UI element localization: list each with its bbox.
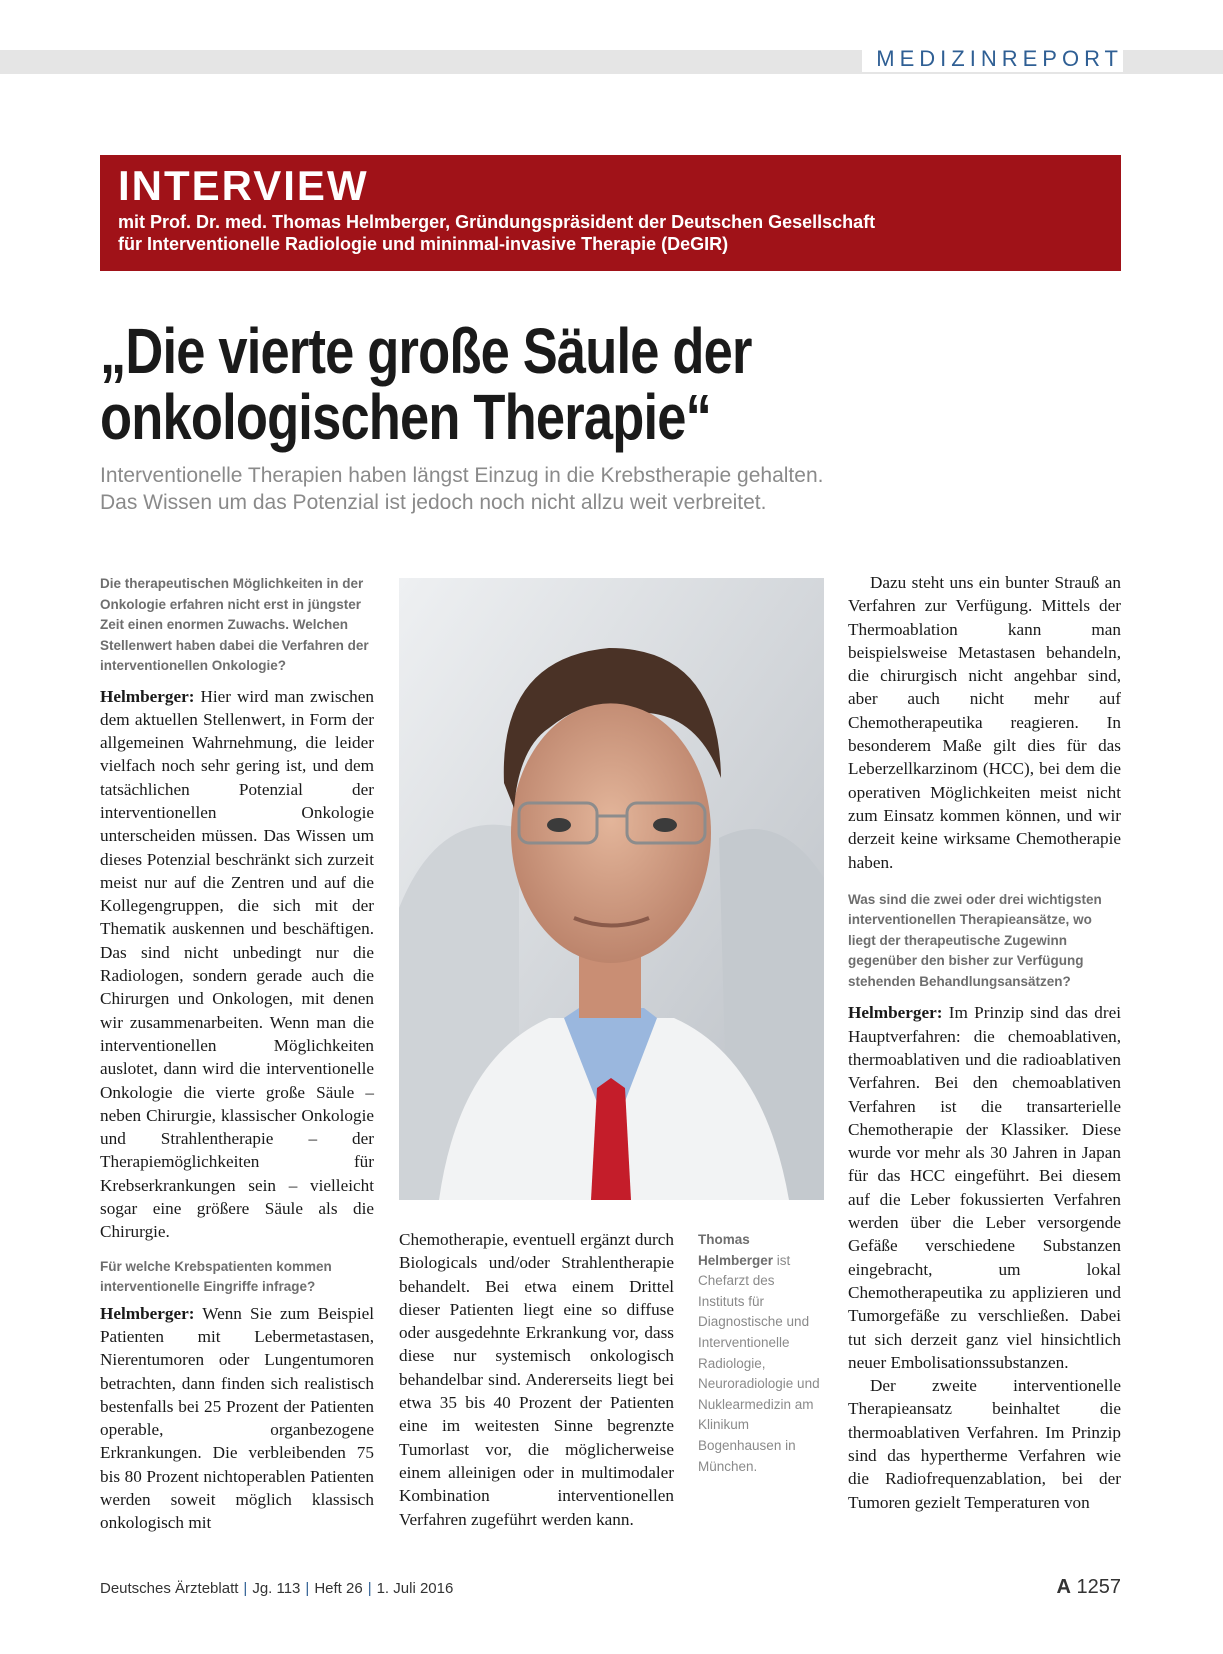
column-1 xyxy=(100,574,374,1535)
photo-caption xyxy=(698,1230,824,1477)
speaker-name: Helmberger: xyxy=(100,686,195,706)
answer-1 xyxy=(100,685,374,1244)
page-number xyxy=(1056,1576,1121,1599)
volume: Jg. 113 xyxy=(252,1580,301,1597)
headline-line-1: „Die vierte große Säule der xyxy=(100,315,752,387)
answer-3 xyxy=(848,1001,1121,1374)
paragraph-3-2: Der zweite interventionelle Therapieansatz beinhaltet die thermoablativen Verfahren. Im Prinzip sind das hypertherme Verfahren wie die Radiofrequenzablation, bei der Tumoren gezielt Temperaturen von xyxy=(848,1376,1121,1512)
headline-line-2: onkologischen Therapie“ xyxy=(100,381,712,453)
column-2-text: Chemotherapie, eventuell ergänzt durch Biologicals und/oder Strahlentherapie behandelt. Bei etwa einem Drittel dieser Patienten liegt eine so diffuse oder ausgedehnte Erkrankung vor, dass diese nur systemisch onkologisch behandelbar sind. Andererseits liegt bei etwa 35 bis 40 Prozent der Patienten eine im weitesten Sinne begrenzte Tumorlast vor, die möglicherweise einem alleinigen oder in multimodaler Kombination interventionellen Verfahren zugeführt werden kann. xyxy=(399,1230,674,1529)
issue: Heft 26 xyxy=(314,1580,363,1597)
lead-line-2: Das Wissen um das Potenzial ist jedoch noch nicht allzu weit verbreitet. xyxy=(100,491,767,514)
column-2 xyxy=(399,1228,674,1531)
issue-date: 1. Juli 2016 xyxy=(376,1580,454,1597)
interview-subtitle-line-1: mit Prof. Dr. med. Thomas Helmberger, Gründungspräsident der Deutschen Gesellschaft xyxy=(118,212,876,232)
paragraph-3-1: Dazu steht uns ein bunter Strauß an Verfahren zur Verfügung. Mittels der Thermoablation kann man beispielsweise Metastasen behandeln, die chirurgisch nicht angehbar sind, aber auch nicht mehr auf Chemotherapeutika reagieren. In besonderem Maße gilt dies für das Leberzellkarzinom (HCC), bei dem die operativen Möglichkeiten meist nicht zum Einsatz kommen können, und wir derzeit keine wirksame Chemotherapie haben. xyxy=(848,573,1121,872)
lead-line-1: Interventionelle Therapien haben längst Einzug in die Krebstherapie gehalten. xyxy=(100,464,824,487)
caption-text: ist Chefarzt des Instituts für Diagnostische und Interventionelle Radiologie, Neuroradiologie und Nuklearmedizin am Klinikum Bogenhausen in München. xyxy=(698,1252,820,1474)
answer-3-text: Im Prinzip sind das drei Hauptverfahren: die chemoablativen, thermoablativen und die radioablativen Verfahren. Bei den chemoablativen Verfahren ist die transarterielle Chemotherapie der Klassiker. Diese wurde vor mehr als 30 Jahren in Japan für das HCC eingeführt. Bei diesem auf die Leber fokussierten Verfahren werden über die Leber versorgende Gefäße verschiedene Substanzen eingebracht, um lokal Chemotherapeutika zu applizieren und Tumorgefäße zu verschließen. Dabei tut sich derzeit ganz viel hinsichtlich neuer Embolisationssubstanzen. xyxy=(848,1003,1121,1372)
column-3 xyxy=(848,571,1121,1514)
footer-separator: | xyxy=(243,1580,248,1597)
page-number-value: 1257 xyxy=(1076,1576,1121,1598)
headline xyxy=(100,315,920,453)
footer xyxy=(100,1576,1121,1604)
question-3: Was sind die zwei oder drei wichtigsten interventionellen Therapieansätze, wo liegt der therapeutische Zugewinn gegenüber den bisher zur Verfügung stehenden Behandlungsansätzen? xyxy=(848,891,1102,989)
portrait-photo xyxy=(399,578,824,1200)
journal-name: Deutsches Ärzteblatt xyxy=(100,1580,239,1597)
answer-2-text: Wenn Sie zum Beispiel Patienten mit Lebermetastasen, Nierentumoren oder Lungentumoren betrachten, dann finden sich realistisch bestenfalls bei 25 Prozent der Patienten operable, organbezogene Erkrankungen. Die verbleibenden 75 bis 80 Prozent nichtoperablen Patienten werden soweit möglich klassisch onkologisch mit xyxy=(100,1303,374,1533)
footer-separator: | xyxy=(305,1580,310,1597)
portrait-illustration xyxy=(399,578,824,1200)
page-prefix: A xyxy=(1056,1576,1071,1598)
footer-separator: | xyxy=(367,1580,372,1597)
interview-title: INTERVIEW xyxy=(118,162,369,209)
caption-name: Thomas Helmberger xyxy=(698,1232,774,1268)
lead xyxy=(100,462,1100,516)
interview-subtitle-line-2: für Interventionelle Radiologie und mininmal-invasive Therapie (DeGIR) xyxy=(118,234,729,254)
section-label: MEDIZINREPORT xyxy=(862,46,1123,72)
answer-1-text: Hier wird man zwischen dem aktuellen Stellenwert, in Form der allgemeinen Wahrnehmung, die leider vielfach noch sehr gering ist, und dem tatsächlichen Potenzial der interventionellen Onkologie unterscheiden müssen. Das Wissen um dieses Potenzial beschränkt sich zurzeit meist nur auf die Zentren und auf die Kollegengruppen, die sich mit der Thematik auskennen und beschäftigen. Das sind nicht unbedingt nur die Radiologen, sondern gerade auch die Chirurgen und Onkologen, mit denen wir zusammenarbeiten. Wenn man die interventionellen Möglichkeiten auslotet, dann wird die interventionelle Onkologie die vierte große Säule – neben Chirurgie, klassischer Onkologie und Strahlentherapie – der Therapiemöglichkeiten für Krebserkrankungen sein – vielleicht sogar eine größere Säule als die Chirurgie. xyxy=(100,686,374,1242)
answer-2 xyxy=(100,1302,374,1535)
speaker-name: Helmberger: xyxy=(848,1003,943,1023)
speaker-name: Helmberger: xyxy=(100,1303,195,1323)
question-1: Die therapeutischen Möglichkeiten in der Onkologie erfahren nicht erst in jüngster Zeit einen enormen Zuwachs. Welchen Stellenwert haben dabei die Verfahren der interventionellen Onkologie? xyxy=(100,576,369,673)
question-2: Für welche Krebspatienten kommen interventionelle Eingriffe infrage? xyxy=(100,1258,332,1295)
interview-box xyxy=(100,155,1121,271)
